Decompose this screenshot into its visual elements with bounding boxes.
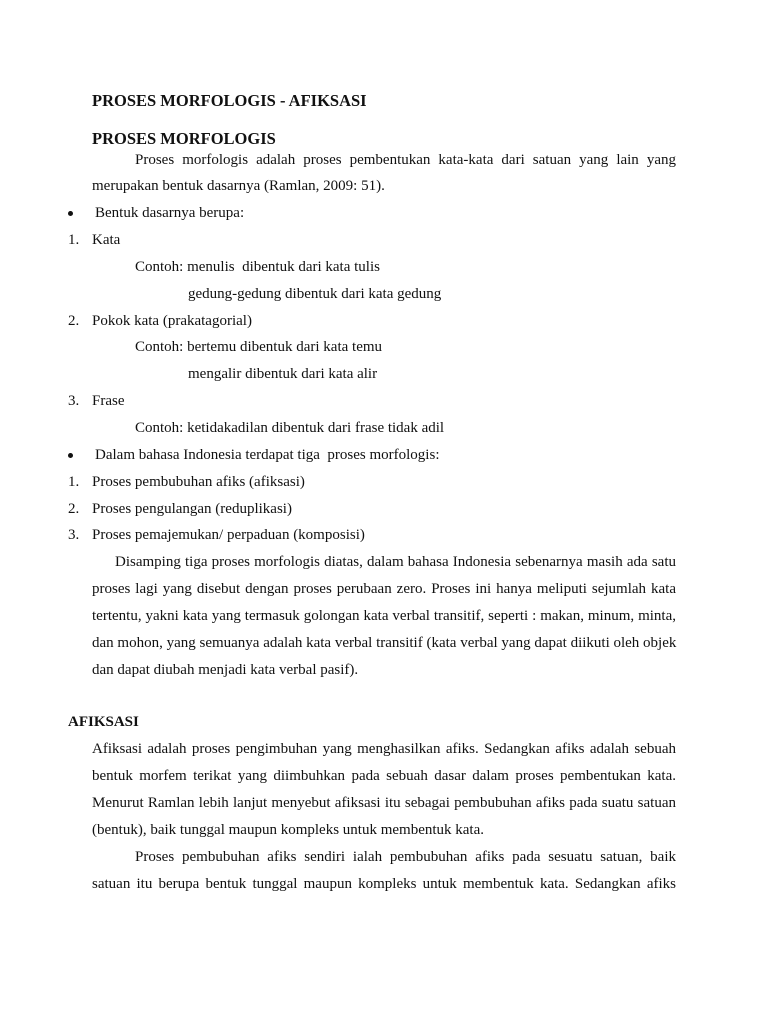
paragraph-line: Disamping tiga proses morfologis diatas, dalam bahasa Indonesia sebenarnya masih ada satu (115, 554, 676, 570)
bullet-icon (68, 211, 73, 216)
list-item: Proses pengulangan (reduplikasi) (92, 501, 292, 517)
section-heading-afiksasi: AFIKSASI (68, 714, 139, 730)
paragraph-line: dan dapat diubah menjadi kata verbal pasif). (92, 662, 359, 678)
bullet-item: Dalam bahasa Indonesia terdapat tiga proses morfologis: (95, 447, 440, 463)
list-number: 3. (68, 393, 80, 409)
list-number: 2. (68, 313, 80, 329)
paragraph-line: Proses morfologis adalah proses pembentukan kata-kata dari satuan yang lain yang (135, 152, 676, 168)
list-item: Pokok kata (prakatagorial) (92, 313, 252, 329)
paragraph-line: (bentuk), baik tunggal maupun kompleks untuk membentuk kata. (92, 822, 485, 838)
bullet-icon (68, 453, 73, 458)
example-line: Contoh: bertemu dibentuk dari kata temu (135, 339, 383, 355)
example-line: gedung-gedung dibentuk dari kata gedung (188, 286, 442, 302)
paragraph-line: tertentu, yakni kata yang termasuk golongan kata verbal transitif, seperti : makan, minum, minta, (92, 608, 676, 624)
list-number: 1. (68, 474, 80, 490)
paragraph-line: satuan itu berupa bentuk tunggal maupun kompleks untuk membentuk kata. Sedangkan afiks (92, 876, 676, 892)
list-number: 3. (68, 527, 80, 543)
example-line: mengalir dibentuk dari kata alir (188, 366, 378, 382)
example-line: Contoh: menulis dibentuk dari kata tulis (135, 259, 380, 275)
list-item: Proses pemajemukan/ perpaduan (komposisi) (92, 527, 365, 543)
paragraph-line: proses lagi yang disebut dengan proses perubaan zero. Proses ini hanya meliputi sejumlah kata (92, 581, 676, 597)
list-number: 2. (68, 501, 80, 517)
paragraph-line: Afiksasi adalah proses pengimbuhan yang menghasilkan afiks. Sedangkan afiks adalah sebuah (92, 741, 676, 757)
example-line: Contoh: ketidakadilan dibentuk dari frase tidak adil (135, 420, 445, 436)
paragraph-line: bentuk morfem terikat yang diimbuhkan pada sebuah dasar dalam proses pembentukan kata. (92, 768, 676, 784)
paragraph-line: merupakan bentuk dasarnya (Ramlan, 2009: 51). (92, 178, 385, 194)
document-title: PROSES MORFOLOGIS - AFIKSASI (92, 91, 367, 110)
section-heading-proses-morfologis: PROSES MORFOLOGIS (92, 129, 276, 148)
paragraph-line: Proses pembubuhan afiks sendiri ialah pembubuhan afiks pada sesuatu satuan, baik (135, 849, 676, 865)
list-number: 1. (68, 232, 80, 248)
paragraph-line: dan mohon, yang semuanya adalah kata verbal transitif (kata verbal yang dapat diikuti oleh objek (92, 635, 677, 651)
list-item: Proses pembubuhan afiks (afiksasi) (92, 474, 305, 490)
paragraph-line: Menurut Ramlan lebih lanjut menyebut afiksasi itu sebagai pembubuhan afiks pada suatu satuan (92, 795, 676, 811)
list-item: Frase (92, 393, 125, 409)
bullet-item: Bentuk dasarnya berupa: (95, 205, 245, 221)
list-item: Kata (92, 232, 121, 248)
